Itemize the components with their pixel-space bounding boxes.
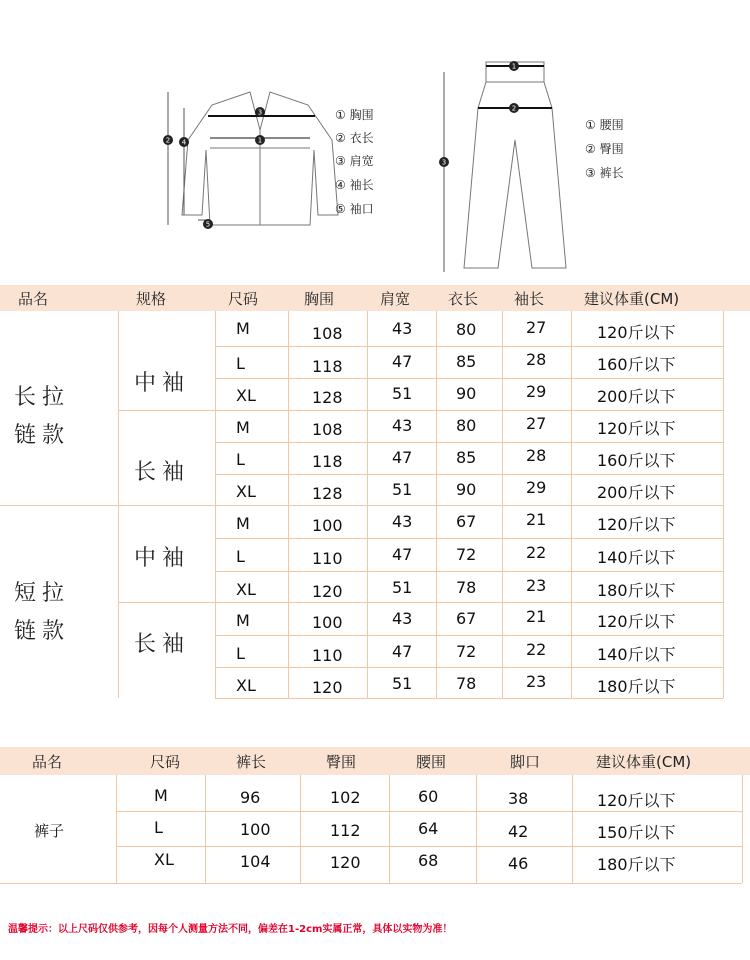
t2-pants-length: 100	[240, 820, 271, 839]
t1-length: 78	[456, 674, 477, 693]
t2-hem: 42	[508, 822, 529, 841]
pants-legend-3: ③ 裤长	[585, 166, 624, 180]
t1-chest: 100	[312, 613, 343, 632]
top-legend-5: ⑤ 袖口	[335, 202, 374, 216]
t1-h-weight: 建议体重(CM)	[584, 290, 680, 308]
marker-4-label: 4	[181, 138, 187, 147]
t1-product-short-zip-line1: 短拉	[14, 581, 71, 606]
t1-chest: 120	[312, 678, 343, 697]
t2-weight: 180斤以下	[597, 855, 676, 874]
t1-length: 78	[456, 578, 477, 597]
t1-product-long-zip-line1: 长拉	[14, 385, 71, 410]
t2-waist: 68	[418, 851, 439, 870]
t1-shoulder: 47	[392, 448, 413, 467]
table2-header	[0, 747, 750, 775]
footer-note: 温馨提示：以上尺码仅供参考，因每个人测量方法不同，偏差在1-2cm实属正常，具体以实物为准！	[8, 924, 453, 935]
t2-weight: 150斤以下	[597, 823, 676, 842]
marker-1-label: 1	[257, 136, 263, 145]
t1-h-spec: 规格	[136, 290, 167, 308]
t2-size: L	[154, 818, 163, 837]
marker-5-label: 5	[205, 220, 211, 229]
top-legend-2: ② 衣长	[335, 131, 374, 145]
t2-hip: 120	[330, 853, 361, 872]
t1-weight: 120斤以下	[597, 419, 676, 438]
t1-weight: 140斤以下	[597, 645, 676, 664]
t1-length: 80	[456, 320, 477, 339]
t1-weight: 160斤以下	[597, 451, 676, 470]
t1-shoulder: 51	[392, 384, 413, 403]
t1-weight: 120斤以下	[597, 515, 676, 534]
t1-weight: 180斤以下	[597, 677, 676, 696]
t2-h-hem: 脚口	[510, 753, 541, 771]
t1-length: 90	[456, 480, 477, 499]
t1-product-long-zip-line2: 链款	[14, 423, 71, 448]
t1-weight: 120斤以下	[597, 612, 676, 631]
t1-chest: 128	[312, 388, 343, 407]
pants-legend-2: ② 臀围	[585, 142, 624, 156]
t1-sleeve: 28	[526, 350, 547, 369]
t1-size: L	[236, 354, 245, 373]
table1-header	[0, 285, 750, 311]
t1-chest: 100	[312, 516, 343, 535]
t2-product: 裤子	[34, 822, 65, 840]
t2-pants-length: 96	[240, 788, 261, 807]
marker-3-label: 3	[257, 108, 263, 117]
t1-length: 72	[456, 642, 477, 661]
t1-shoulder: 47	[392, 352, 413, 371]
t1-weight: 160斤以下	[597, 355, 676, 374]
t1-size: L	[236, 644, 245, 663]
t1-weight: 140斤以下	[597, 548, 676, 567]
pants-diagram	[430, 50, 580, 275]
t1-sleeve: 28	[526, 446, 547, 465]
t2-waist: 64	[418, 819, 439, 838]
pants-marker-2-label: 2	[511, 104, 517, 113]
t1-size: XL	[236, 676, 256, 695]
pants-legend-1: ① 腰围	[585, 118, 624, 132]
t1-weight: 180斤以下	[597, 581, 676, 600]
t1-shoulder: 43	[392, 609, 413, 628]
t1-shoulder: 51	[392, 578, 413, 597]
t1-sleeve: 21	[526, 510, 547, 529]
t1-sleeve: 22	[526, 543, 547, 562]
top-legend-4: ④ 袖长	[335, 178, 374, 192]
t2-size: M	[154, 786, 168, 805]
t1-size: M	[236, 611, 250, 630]
t1-sleeve: 29	[526, 382, 547, 401]
top-legend-1: ① 胸围	[335, 108, 374, 122]
t1-shoulder: 47	[392, 545, 413, 564]
t1-length: 85	[456, 352, 477, 371]
t1-shoulder: 43	[392, 512, 413, 531]
t2-h-weight: 建议体重(CM)	[596, 753, 692, 771]
t1-sleeve: 22	[526, 640, 547, 659]
t1-sleeve: 27	[526, 414, 547, 433]
t1-chest: 118	[312, 452, 343, 471]
marker-2-label: 2	[165, 136, 171, 145]
t1-length: 67	[456, 512, 477, 531]
t2-h-pants-length: 裤长	[236, 753, 267, 771]
t1-chest: 118	[312, 357, 343, 376]
pants-marker-1-label: 1	[511, 62, 517, 71]
t1-h-product: 品名	[18, 290, 49, 308]
t1-chest: 110	[312, 646, 343, 665]
t1-sleeve: 27	[526, 318, 547, 337]
t1-sleeve: 23	[526, 576, 547, 595]
t1-sleeve: 23	[526, 672, 547, 691]
t1-size: L	[236, 450, 245, 469]
t1-h-chest: 胸围	[304, 290, 335, 308]
t1-size: M	[236, 319, 250, 338]
t2-hip: 112	[330, 821, 361, 840]
t1-sleeve: 29	[526, 478, 547, 497]
t1-spec-0-0: 中袖	[134, 371, 191, 396]
t1-shoulder: 51	[392, 480, 413, 499]
t1-h-length: 衣长	[448, 290, 479, 308]
t2-h-size: 尺码	[150, 753, 181, 771]
t2-hem: 46	[508, 854, 529, 873]
t1-product-short-zip-line2: 链款	[14, 619, 71, 644]
t2-hem: 38	[508, 789, 529, 808]
t2-h-product: 品名	[32, 753, 63, 771]
t1-chest: 120	[312, 582, 343, 601]
t1-chest: 108	[312, 324, 343, 343]
t1-weight: 200斤以下	[597, 483, 676, 502]
t2-hip: 102	[330, 788, 361, 807]
pants-marker-3-label: 3	[441, 158, 447, 167]
t1-length: 67	[456, 609, 477, 628]
t2-h-hip: 臀围	[326, 753, 357, 771]
t1-size: XL	[236, 482, 256, 501]
t1-shoulder: 43	[392, 416, 413, 435]
top-diagram	[160, 80, 420, 240]
t2-size: XL	[154, 850, 174, 869]
t1-spec-1-1: 长袖	[134, 632, 191, 657]
t2-waist: 60	[418, 787, 439, 806]
t1-length: 72	[456, 545, 477, 564]
t1-shoulder: 51	[392, 674, 413, 693]
t1-size: XL	[236, 580, 256, 599]
t1-h-shoulder: 肩宽	[380, 290, 411, 308]
t1-shoulder: 47	[392, 642, 413, 661]
t1-size: L	[236, 547, 245, 566]
t2-weight: 120斤以下	[597, 791, 676, 810]
t2-pants-length: 104	[240, 852, 271, 871]
t1-spec-0-1: 长袖	[134, 460, 191, 485]
t1-size: M	[236, 514, 250, 533]
t1-length: 85	[456, 448, 477, 467]
top-legend-3: ③ 肩宽	[335, 154, 374, 168]
t1-length: 90	[456, 384, 477, 403]
t1-chest: 128	[312, 484, 343, 503]
t1-chest: 108	[312, 420, 343, 439]
t1-chest: 110	[312, 549, 343, 568]
t1-sleeve: 21	[526, 607, 547, 626]
t1-size: M	[236, 418, 250, 437]
t1-size: XL	[236, 386, 256, 405]
t1-shoulder: 43	[392, 319, 413, 338]
t1-weight: 200斤以下	[597, 387, 676, 406]
t1-weight: 120斤以下	[597, 323, 676, 342]
t2-h-waist: 腰围	[416, 753, 447, 771]
t1-h-sleeve: 袖长	[514, 290, 545, 308]
t1-spec-1-0: 中袖	[134, 546, 191, 571]
t1-length: 80	[456, 416, 477, 435]
t1-h-size: 尺码	[228, 290, 259, 308]
